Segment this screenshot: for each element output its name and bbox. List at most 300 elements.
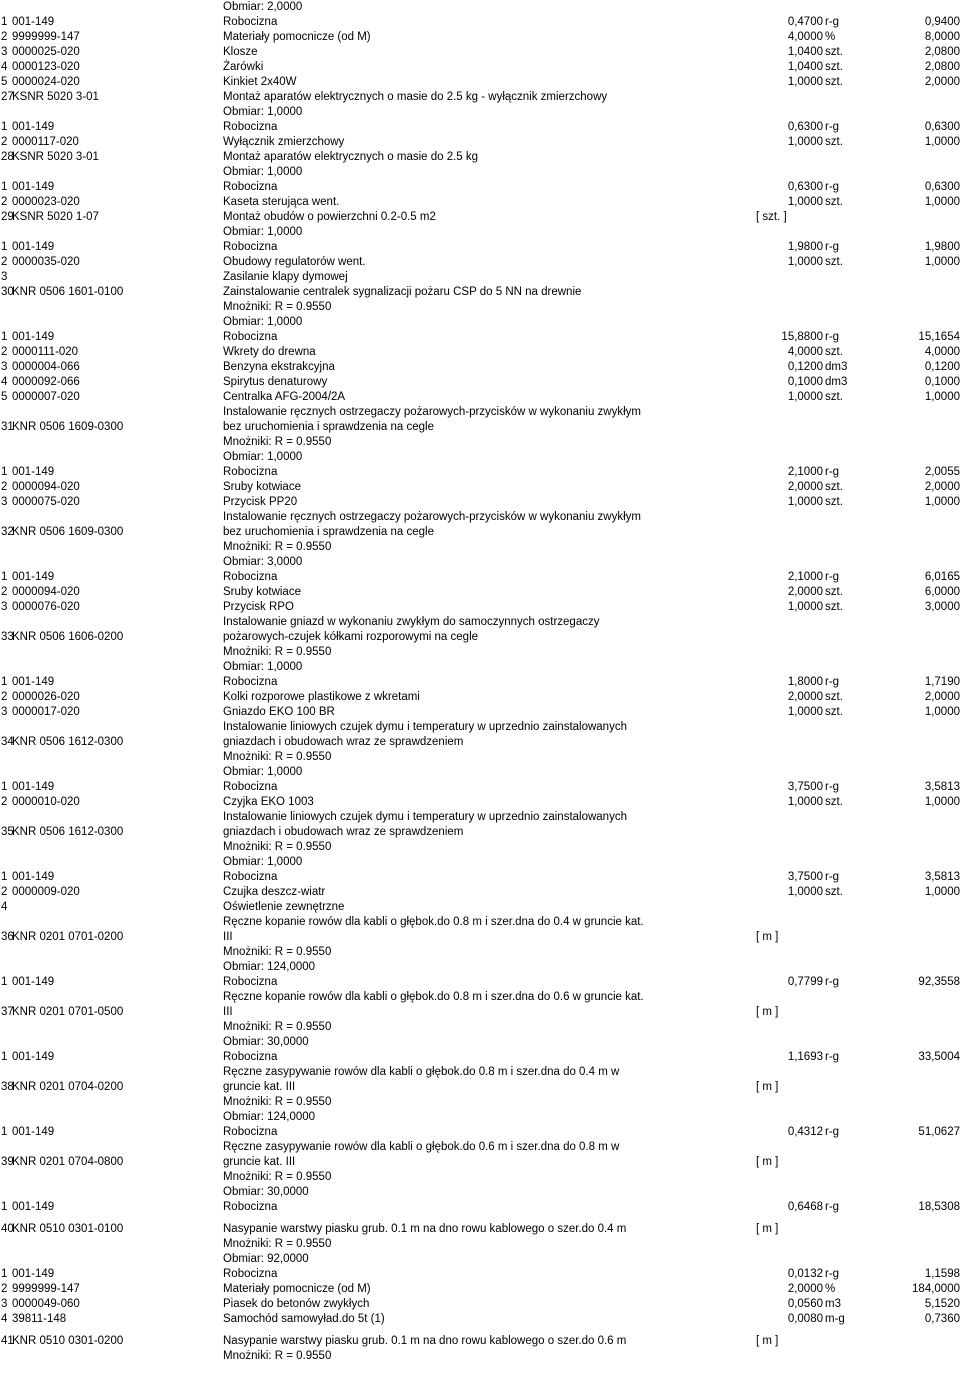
resource-code: 001-149 [12, 781, 55, 793]
resource-description: Sruby kotwiace [223, 481, 301, 493]
resource-code: 0000004-066 [12, 361, 80, 373]
resource-quantity: 2,0000 [787, 1283, 823, 1295]
description-continuation [0, 1140, 960, 1155]
resource-code: 0000007-020 [12, 391, 80, 403]
section-row [0, 270, 960, 285]
measure-text: Obmiar: 1,0000 [223, 766, 303, 778]
resource-number: 5 [1, 76, 8, 88]
resource-row [0, 195, 960, 210]
resource-description: Piasek do betonów zwykłych [223, 1298, 370, 1310]
resource-value: 6,0000 [924, 586, 960, 598]
resource-quantity: 0,0560 [787, 1298, 823, 1310]
measure-line [0, 165, 960, 180]
resource-code: 001-149 [12, 121, 55, 133]
position-unit: [ m ] [756, 1335, 779, 1347]
resource-unit: r-g [825, 571, 840, 583]
position-number: 27 [1, 91, 14, 103]
resource-value: 33,5004 [918, 1051, 960, 1063]
measure-line [0, 750, 960, 765]
position-code: KNR 0201 0704-0800 [12, 1156, 124, 1168]
resource-value: 0,6300 [924, 181, 960, 193]
position-description: Nasypanie warstwy piasku grub. 0.1 m na dno rowu kablowego o szer.do 0.6 m [223, 1335, 627, 1347]
resource-unit: r-g [825, 121, 840, 133]
position-description: III [223, 1006, 233, 1018]
resource-description: Czyjka EKO 1003 [223, 796, 314, 808]
position-description: bez uruchomienia i sprawdzenia na cegle [223, 421, 434, 433]
measure-line [0, 1237, 960, 1252]
resource-value: 3,5813 [924, 871, 960, 883]
resource-value: 2,0000 [924, 691, 960, 703]
resource-row [0, 135, 960, 150]
resource-code: 001-149 [12, 1201, 55, 1213]
resource-code: 0000123-020 [12, 61, 80, 73]
position-row [0, 735, 960, 750]
resource-value: 1,7190 [924, 676, 960, 688]
measure-line [0, 540, 960, 555]
position-code: KNR 0506 1612-0300 [12, 826, 124, 838]
measure-text: Mnożniki: R = 0.9550 [223, 1171, 332, 1183]
resource-description: Robocizna [223, 571, 278, 583]
resource-description: Spirytus denaturowy [223, 376, 328, 388]
measure-line [0, 1110, 960, 1125]
resource-row [0, 1267, 960, 1282]
description-continuation [0, 615, 960, 630]
resource-value: 0,9400 [924, 16, 960, 28]
resource-row [0, 585, 960, 600]
position-unit: [ m ] [756, 1081, 779, 1093]
resource-value: 0,6300 [924, 121, 960, 133]
measure-text: Obmiar: 1,0000 [223, 856, 303, 868]
resource-number: 1 [1, 16, 8, 28]
resource-code: 0000075-020 [12, 496, 80, 508]
resource-quantity: 1,0400 [787, 61, 823, 73]
measure-text: Obmiar: 1,0000 [223, 661, 303, 673]
position-code: KNR 0506 1606-0200 [12, 631, 124, 643]
position-number: 33 [1, 631, 14, 643]
resource-number: 4 [1, 61, 8, 73]
position-number: 32 [1, 526, 14, 538]
resource-number: 2 [1, 586, 8, 598]
resource-description: Robocizna [223, 241, 278, 253]
resource-quantity: 1,9800 [787, 241, 823, 253]
resource-description: Materiały pomocnicze (od M) [223, 31, 371, 43]
resource-row [0, 240, 960, 255]
measure-line [0, 1185, 960, 1200]
resource-quantity: 1,0000 [787, 136, 823, 148]
resource-unit: r-g [825, 781, 840, 793]
resource-quantity: 2,0000 [787, 691, 823, 703]
resource-value: 1,0000 [924, 886, 960, 898]
resource-row [0, 255, 960, 270]
resource-quantity: 1,0000 [787, 256, 823, 268]
resource-description: Wkrety do drewna [223, 346, 316, 358]
resource-row [0, 1312, 960, 1327]
position-row [0, 1222, 960, 1237]
resource-number: 2 [1, 136, 8, 148]
position-number: 36 [1, 931, 14, 943]
section-title: Oświetlenie zewnętrzne [223, 901, 345, 913]
measure-line [0, 1170, 960, 1185]
measure-text: Obmiar: 1,0000 [223, 451, 303, 463]
measure-text: Mnożniki: R = 0.9550 [223, 1350, 332, 1362]
resource-value: 2,0000 [924, 481, 960, 493]
resource-row [0, 870, 960, 885]
description-text: Instalowanie liniowych czujek dymu i temperatury w uprzednio zainstalowanych [223, 811, 627, 823]
resource-value: 1,0000 [924, 796, 960, 808]
position-row [0, 150, 960, 165]
resource-code: 0000092-066 [12, 376, 80, 388]
position-row [0, 525, 960, 540]
measure-text: Mnożniki: R = 0.9550 [223, 946, 332, 958]
position-code: KSNR 5020 1-07 [12, 211, 99, 223]
resource-row [0, 120, 960, 135]
position-code: KNR 0510 0301-0200 [12, 1335, 124, 1347]
resource-row [0, 675, 960, 690]
resource-unit: szt. [825, 586, 843, 598]
resource-quantity: 2,1000 [787, 571, 823, 583]
resource-value: 2,0800 [924, 61, 960, 73]
resource-code: 001-149 [12, 181, 55, 193]
resource-value: 15,1654 [918, 331, 960, 343]
resource-row [0, 885, 960, 900]
resource-description: Gniazdo EKO 100 BR [223, 706, 335, 718]
resource-value: 1,9800 [924, 241, 960, 253]
resource-description: Benzyna ekstrakcyjna [223, 361, 335, 373]
resource-quantity: 0,1000 [787, 376, 823, 388]
resource-number: 1 [1, 781, 8, 793]
resource-quantity: 1,0000 [787, 886, 823, 898]
resource-description: Robocizna [223, 1201, 278, 1213]
resource-row [0, 30, 960, 45]
position-description: pożarowych-czujek kółkami rozporowymi na cegle [223, 631, 479, 643]
resource-description: Kolki rozporowe plastikowe z wkretami [223, 691, 420, 703]
position-row [0, 420, 960, 435]
resource-code: 001-149 [12, 241, 55, 253]
resource-number: 2 [1, 1283, 8, 1295]
position-row [0, 210, 960, 225]
resource-unit: % [825, 31, 836, 43]
measure-text: Mnożniki: R = 0.9550 [223, 751, 332, 763]
resource-quantity: 1,0000 [787, 706, 823, 718]
resource-description: Robocizna [223, 181, 278, 193]
resource-unit: r-g [825, 1051, 840, 1063]
description-continuation [0, 915, 960, 930]
measure-text: Mnożniki: R = 0.9550 [223, 436, 332, 448]
position-row [0, 90, 960, 105]
resource-unit: szt. [825, 481, 843, 493]
resource-row [0, 1282, 960, 1297]
description-text: Ręczne zasypywanie rowów dla kabli o głębok.do 0.8 m i szer.dna do 0.4 m w [223, 1066, 620, 1078]
resource-number: 3 [1, 706, 8, 718]
resource-description: Robocizna [223, 781, 278, 793]
resource-value: 4,0000 [924, 346, 960, 358]
resource-value: 184,0000 [912, 1283, 960, 1295]
position-description: Montaż aparatów elektrycznych o masie do 2.5 kg [223, 151, 479, 163]
resource-value: 1,0000 [924, 496, 960, 508]
resource-row [0, 60, 960, 75]
measure-text: Mnożniki: R = 0.9550 [223, 541, 332, 553]
resource-value: 1,0000 [924, 136, 960, 148]
measure-text: Obmiar: 1,0000 [223, 166, 303, 178]
resource-row [0, 600, 960, 615]
position-code: KNR 0201 0704-0200 [12, 1081, 124, 1093]
resource-value: 1,1598 [924, 1268, 960, 1280]
resource-number: 1 [1, 181, 8, 193]
resource-row [0, 75, 960, 90]
position-number: 30 [1, 286, 14, 298]
resource-row [0, 705, 960, 720]
measure-text: Obmiar: 2,0000 [223, 1, 303, 13]
resource-value: 2,0055 [924, 466, 960, 478]
measure-text: Obmiar: 1,0000 [223, 316, 303, 328]
resource-quantity: 4,0000 [787, 31, 823, 43]
resource-row [0, 690, 960, 705]
resource-description: Żarówki [223, 61, 264, 73]
resource-number: 2 [1, 346, 8, 358]
description-continuation [0, 720, 960, 735]
resource-unit: szt. [825, 346, 843, 358]
resource-unit: szt. [825, 496, 843, 508]
resource-code: 001-149 [12, 16, 55, 28]
resource-quantity: 1,0000 [787, 601, 823, 613]
resource-value: 51,0627 [918, 1126, 960, 1138]
section-row [0, 900, 960, 915]
measure-line [0, 945, 960, 960]
position-description: Montaż aparatów elektrycznych o masie do 2.5 kg - wyłącznik zmierzchowy [223, 91, 608, 103]
resource-description: Robocizna [223, 466, 278, 478]
position-row [0, 825, 960, 840]
measure-line [0, 960, 960, 975]
resource-description: Czujka deszcz-wiatr [223, 886, 326, 898]
resource-code: 0000111-020 [12, 346, 79, 358]
position-unit: [ m ] [756, 931, 779, 943]
resource-description: Przycisk RPO [223, 601, 294, 613]
resource-unit: szt. [825, 796, 843, 808]
resource-quantity: 0,6300 [787, 181, 823, 193]
resource-code: 39811-148 [12, 1313, 67, 1325]
resource-unit: szt. [825, 61, 843, 73]
position-number: 35 [1, 826, 14, 838]
resource-quantity: 1,0000 [787, 391, 823, 403]
position-description: gruncie kat. III [223, 1081, 296, 1093]
resource-unit: szt. [825, 196, 843, 208]
resource-value: 3,0000 [924, 601, 960, 613]
resource-quantity: 0,7799 [787, 976, 823, 988]
resource-unit: r-g [825, 1268, 840, 1280]
resource-unit: r-g [825, 976, 840, 988]
measure-text: Mnożniki: R = 0.9550 [223, 1238, 332, 1250]
resource-value: 3,5813 [924, 781, 960, 793]
resource-unit: szt. [825, 706, 843, 718]
resource-code: 001-149 [12, 1268, 55, 1280]
resource-quantity: 3,7500 [787, 871, 823, 883]
resource-quantity: 1,0000 [787, 76, 823, 88]
resource-quantity: 0,4700 [787, 16, 823, 28]
resource-unit: szt. [825, 391, 843, 403]
resource-description: Robocizna [223, 676, 278, 688]
position-unit: [ m ] [756, 1223, 779, 1235]
position-row [0, 1334, 960, 1349]
position-description: Nasypanie warstwy piasku grub. 0.1 m na dno rowu kablowego o szer.do 0.4 m [223, 1223, 627, 1235]
measure-line [0, 225, 960, 240]
position-number: 37 [1, 1006, 14, 1018]
measure-line [0, 1020, 960, 1035]
position-code: KNR 0506 1612-0300 [12, 736, 124, 748]
resource-row [0, 360, 960, 375]
description-text: Ręczne zasypywanie rowów dla kabli o głębok.do 0.6 m i szer.dna do 0.8 m w [223, 1141, 620, 1153]
resource-code: 0000010-020 [12, 796, 80, 808]
resource-unit: dm3 [825, 376, 848, 388]
measure-text: Obmiar: 30,0000 [223, 1186, 309, 1198]
resource-code: 9999999-147 [12, 1283, 80, 1295]
resource-number: 4 [1, 376, 8, 388]
resource-code: 0000035-020 [12, 256, 80, 268]
measure-text: Obmiar: 1,0000 [223, 226, 303, 238]
resource-number: 5 [1, 391, 8, 403]
resource-code: 0000094-020 [12, 481, 80, 493]
resource-number: 1 [1, 121, 8, 133]
resource-description: Materiały pomocnicze (od M) [223, 1283, 371, 1295]
position-code: KNR 0506 1601-0100 [12, 286, 124, 298]
resource-quantity: 1,0000 [787, 496, 823, 508]
measure-line [0, 0, 960, 15]
resource-unit: m-g [825, 1313, 845, 1325]
resource-row [0, 15, 960, 30]
measure-line [0, 855, 960, 870]
resource-description: Przycisk PP20 [223, 496, 298, 508]
position-unit: [ m ] [756, 1006, 779, 1018]
resource-number: 1 [1, 331, 8, 343]
resource-unit: m3 [825, 1298, 841, 1310]
resource-row [0, 1297, 960, 1312]
measure-text: Mnożniki: R = 0.9550 [223, 646, 332, 658]
position-description: Zainstalowanie centralek sygnalizacji pożaru CSP do 5 NN na drewnie [223, 286, 582, 298]
measure-line [0, 765, 960, 780]
section-number: 4 [1, 901, 8, 913]
description-continuation [0, 1065, 960, 1080]
resource-number: 2 [1, 31, 8, 43]
resource-code: 001-149 [12, 676, 55, 688]
description-text: Ręczne kopanie rowów dla kabli o głębok.do 0.8 m i szer.dna do 0.6 w gruncie kat. [223, 991, 644, 1003]
description-continuation [0, 510, 960, 525]
position-number: 31 [1, 421, 14, 433]
description-continuation [0, 405, 960, 420]
position-number: 41 [1, 1335, 14, 1347]
measure-line [0, 300, 960, 315]
position-unit: [ m ] [756, 1156, 779, 1168]
resource-number: 2 [1, 796, 8, 808]
resource-row [0, 495, 960, 510]
resource-description: Wyłącznik zmierzchowy [223, 136, 345, 148]
measure-text: Obmiar: 92,0000 [223, 1253, 309, 1265]
measure-text: Mnożniki: R = 0.9550 [223, 841, 332, 853]
resource-row [0, 180, 960, 195]
position-unit: [ szt. ] [756, 211, 787, 223]
resource-quantity: 0,6300 [787, 121, 823, 133]
measure-text: Obmiar: 1,0000 [223, 106, 303, 118]
section-title: Zasilanie klapy dymowej [223, 271, 348, 283]
measure-line [0, 660, 960, 675]
resource-code: 0000024-020 [12, 76, 80, 88]
resource-number: 3 [1, 601, 8, 613]
position-code: KNR 0506 1609-0300 [12, 526, 124, 538]
resource-description: Robocizna [223, 871, 278, 883]
measure-text: Obmiar: 124,0000 [223, 961, 316, 973]
description-text: Instalowanie gniazd w wykonaniu zwykłym do samoczynnych ostrzegaczy [223, 616, 600, 628]
resource-value: 1,0000 [924, 706, 960, 718]
resource-value: 1,0000 [924, 391, 960, 403]
resource-code: 001-149 [12, 871, 55, 883]
resource-code: 0000117-020 [12, 136, 79, 148]
resource-unit: r-g [825, 466, 840, 478]
position-row [0, 930, 960, 945]
resource-value: 0,7360 [924, 1313, 960, 1325]
resource-row [0, 780, 960, 795]
resource-unit: r-g [825, 1126, 840, 1138]
resource-quantity: 2,0000 [787, 586, 823, 598]
resource-row [0, 1125, 960, 1140]
resource-number: 2 [1, 196, 8, 208]
resource-unit: r-g [825, 181, 840, 193]
resource-description: Robocizna [223, 121, 278, 133]
position-number: 29 [1, 211, 14, 223]
resource-row [0, 390, 960, 405]
resource-row [0, 1050, 960, 1065]
resource-code: 9999999-147 [12, 31, 80, 43]
resource-description: Centralka AFG-2004/2A [223, 391, 346, 403]
resource-description: Kinkiet 2x40W [223, 76, 297, 88]
measure-line [0, 840, 960, 855]
resource-quantity: 2,1000 [787, 466, 823, 478]
resource-row [0, 795, 960, 810]
resource-unit: szt. [825, 46, 843, 58]
position-code: KNR 0510 0301-0100 [12, 1223, 124, 1235]
resource-number: 3 [1, 1298, 8, 1310]
resource-number: 1 [1, 1051, 8, 1063]
measure-line [0, 105, 960, 120]
position-number: 28 [1, 151, 14, 163]
resource-description: Klosze [223, 46, 258, 58]
position-description: gniazdach i obudowach wraz ze sprawdzeniem [223, 736, 464, 748]
resource-description: Sruby kotwiace [223, 586, 301, 598]
measure-line [0, 645, 960, 660]
description-text: Instalowanie liniowych czujek dymu i temperatury w uprzednio zainstalowanych [223, 721, 627, 733]
resource-quantity: 1,0000 [787, 796, 823, 808]
resource-description: Kaseta sterująca went. [223, 196, 340, 208]
resource-unit: szt. [825, 256, 843, 268]
measure-text: Obmiar: 30,0000 [223, 1036, 309, 1048]
resource-number: 1 [1, 466, 8, 478]
resource-quantity: 4,0000 [787, 346, 823, 358]
resource-number: 2 [1, 481, 8, 493]
resource-row [0, 570, 960, 585]
resource-number: 1 [1, 976, 8, 988]
position-number: 34 [1, 736, 14, 748]
position-number: 38 [1, 1081, 14, 1093]
resource-description: Robocizna [223, 976, 278, 988]
resource-unit: r-g [825, 241, 840, 253]
resource-quantity: 1,0000 [787, 196, 823, 208]
measure-line [0, 1349, 960, 1364]
resource-description: Robocizna [223, 1051, 278, 1063]
resource-unit: szt. [825, 76, 843, 88]
resource-value: 0,1000 [924, 376, 960, 388]
resource-value: 6,0165 [924, 571, 960, 583]
resource-quantity: 1,8000 [787, 676, 823, 688]
resource-row [0, 975, 960, 990]
resource-value: 2,0000 [924, 76, 960, 88]
resource-quantity: 1,1693 [787, 1051, 823, 1063]
